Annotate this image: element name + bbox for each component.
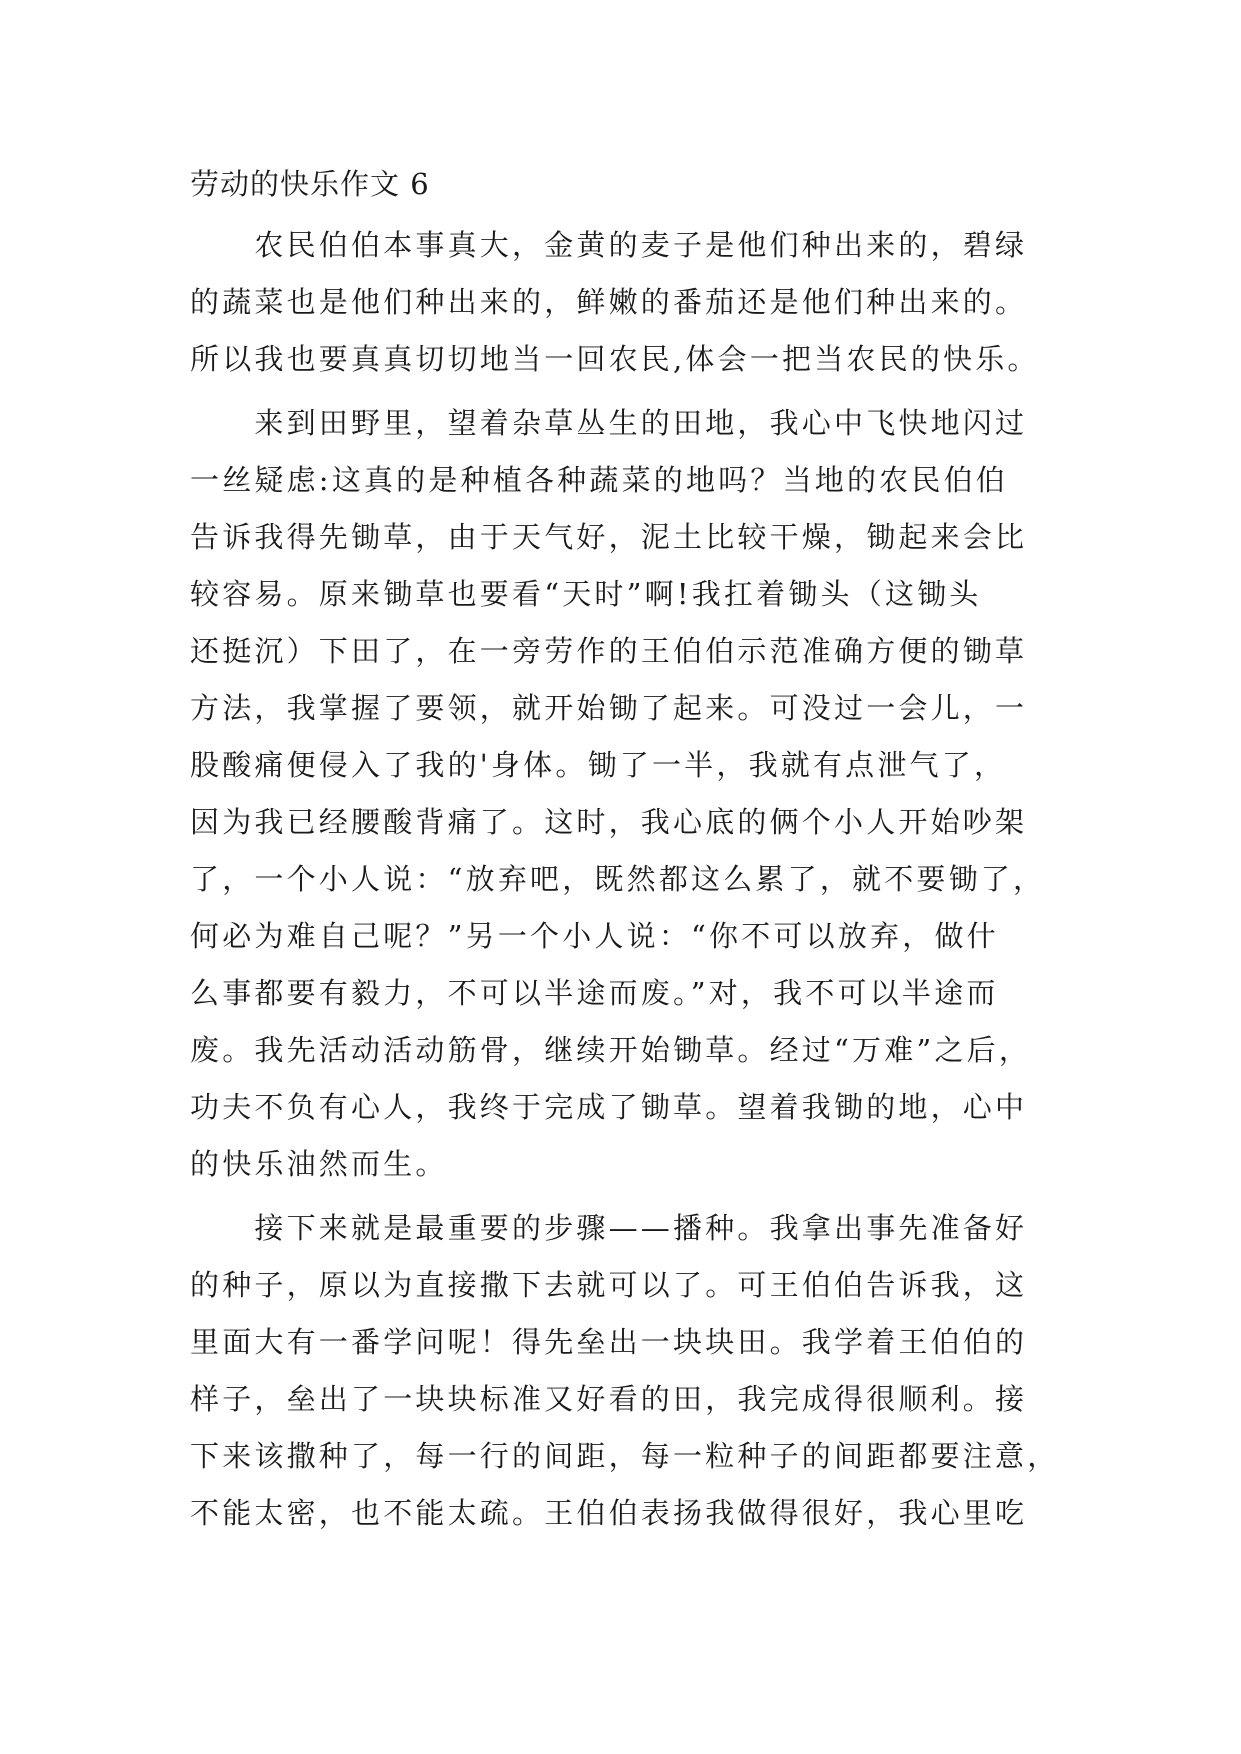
text-line: 功夫不负有心人，我终于完成了锄草。望着我锄的地，心中 bbox=[190, 1090, 1028, 1124]
text-line: 不能太密，也不能太疏。王伯伯表扬我做得很好，我心里吃 bbox=[190, 1496, 1028, 1530]
text-line: 农民伯伯本事真大，金黄的麦子是他们种出来的，碧绿 bbox=[190, 228, 1028, 262]
text-line: 了，一个小人说：“放弃吧，既然都这么累了，就不要锄了， bbox=[190, 862, 1046, 896]
text-line: 的蔬菜也是他们种出来的，鲜嫩的番茄还是他们种出来的。 bbox=[190, 285, 1028, 319]
text-line: 较容易。原来锄草也要看“天时”啊!我扛着锄头（这锄头 bbox=[190, 577, 982, 611]
text-line: 接下来就是最重要的步骤——播种。我拿出事先准备好 bbox=[190, 1211, 1028, 1245]
text-line: 废。我先活动活动筋骨，继续开始锄草。经过“万难”之后， bbox=[190, 1033, 1032, 1067]
text-line: 的快乐油然而生。 bbox=[190, 1147, 448, 1181]
text-line: 何必为难自己呢？”另一个小人说：“你不可以放弃，做什 bbox=[190, 919, 999, 953]
text-line: 因为我已经腰酸背痛了。这时，我心底的俩个小人开始吵架 bbox=[190, 805, 1028, 839]
text-line: 还挺沉）下田了，在一旁劳作的王伯伯示范准确方便的锄草 bbox=[190, 634, 1028, 668]
document-title: 劳动的快乐作文 6 bbox=[190, 167, 430, 201]
text-line: 样子，垒出了一块块标准又好看的田，我完成得很顺利。接 bbox=[190, 1382, 1028, 1416]
text-line: 的种子，原以为直接撒下去就可以了。可王伯伯告诉我，这 bbox=[190, 1268, 1028, 1302]
text-line: 来到田野里，望着杂草丛生的田地，我心中飞快地闪过 bbox=[190, 406, 1028, 440]
text-line: 所以我也要真真切切地当一回农民,体会一把当农民的快乐。 bbox=[190, 342, 1040, 376]
text-line: 下来该撒种了，每一行的间距，每一粒种子的间距都要注意， bbox=[190, 1439, 1060, 1473]
text-line: 告诉我得先锄草，由于天气好，泥土比较干燥，锄起来会比 bbox=[190, 520, 1028, 554]
text-line: 里面大有一番学问呢！得先垒出一块块田。我学着王伯伯的 bbox=[190, 1325, 1028, 1359]
text-line: 方法，我掌握了要领，就开始锄了起来。可没过一会儿，一 bbox=[190, 691, 1028, 725]
text-line: 一丝疑虑:这真的是种植各种蔬菜的地吗？当地的农民伯伯 bbox=[190, 463, 1008, 497]
text-line: 么事都要有毅力，不可以半途而废。”对，我不可以半途而 bbox=[190, 976, 999, 1010]
text-line: 股酸痛便侵入了我的'身体。锄了一半，我就有点泄气了， bbox=[190, 748, 1007, 782]
